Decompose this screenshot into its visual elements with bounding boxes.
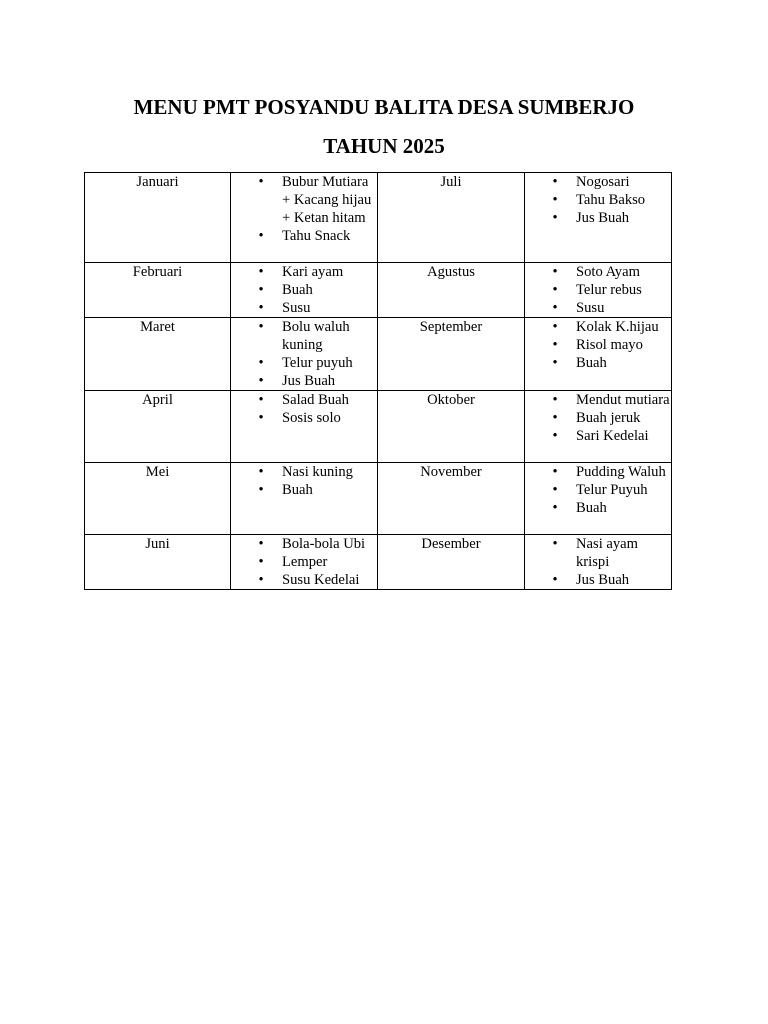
left-menu-cell [231, 535, 378, 590]
month-name: Februari [132, 264, 183, 280]
bullet-icon: • [552, 572, 558, 588]
food-item [525, 499, 671, 517]
food-list [525, 318, 671, 372]
food-item-label: Salad Buah [282, 392, 349, 408]
month-name: Desember [421, 536, 481, 552]
food-item-label: Soto Ayam [576, 264, 640, 280]
bullet-icon: • [552, 355, 558, 371]
bullet-icon: • [552, 174, 558, 190]
food-list [231, 263, 377, 317]
food-item-label: Nasi ayam krispi [576, 536, 639, 570]
food-item [525, 391, 671, 409]
food-item [231, 354, 377, 372]
food-item [231, 535, 377, 553]
food-item-label: Sari Kedelai [576, 428, 649, 444]
bullet-icon: • [552, 464, 558, 480]
month-name: Maret [140, 319, 175, 335]
food-item [231, 281, 377, 299]
bullet-icon: • [258, 228, 264, 244]
food-item [525, 318, 671, 336]
food-list [525, 535, 671, 589]
document-title: MENU PMT POSYANDU BALITA DESA SUMBERJO [133, 95, 635, 119]
bullet-icon: • [552, 410, 558, 426]
food-item [525, 427, 671, 445]
food-item [231, 481, 377, 499]
month-name: Juni [145, 536, 170, 552]
bullet-icon: • [258, 355, 264, 371]
menu-table-body [85, 173, 672, 590]
food-item [231, 463, 377, 481]
bullet-icon: • [552, 192, 558, 208]
left-menu-cell [231, 173, 378, 263]
food-item-label: Susu Kedelai [282, 572, 360, 588]
bullet-icon: • [258, 554, 264, 570]
food-item [231, 299, 377, 317]
food-item [525, 263, 671, 281]
food-item [231, 318, 377, 354]
bullet-icon: • [258, 174, 264, 190]
right-month-cell [378, 263, 525, 318]
left-month-cell [85, 318, 231, 391]
bullet-icon: • [258, 464, 264, 480]
food-item [231, 263, 377, 281]
food-item [525, 336, 671, 354]
food-item [525, 281, 671, 299]
table-row [85, 463, 672, 535]
food-item-label: Pudding Waluh [576, 464, 666, 480]
food-item [525, 299, 671, 317]
food-item-label: Jus Buah [282, 373, 336, 389]
food-item-label: Susu [282, 300, 311, 316]
bullet-icon: • [258, 536, 264, 552]
food-item-label: Telur puyuh [282, 355, 353, 371]
food-list [525, 463, 671, 517]
bullet-icon: • [552, 319, 558, 335]
month-name: September [419, 319, 483, 335]
right-menu-cell [525, 535, 672, 590]
food-item [525, 571, 671, 589]
food-item [525, 409, 671, 427]
food-item-label: Buah [282, 282, 313, 298]
right-menu-cell [525, 173, 672, 263]
left-month-cell [85, 391, 231, 463]
food-item-label: Bubur Mutiara + Kacang hijau + Ketan hitam [282, 174, 372, 226]
bullet-icon: • [552, 482, 558, 498]
food-item-label: Buah [576, 355, 607, 371]
bullet-icon: • [552, 536, 558, 552]
right-menu-cell [525, 263, 672, 318]
food-list [525, 391, 671, 445]
bullet-icon: • [258, 300, 264, 316]
bullet-icon: • [258, 319, 264, 335]
food-item [231, 409, 377, 427]
food-item [525, 463, 671, 481]
right-month-cell [378, 535, 525, 590]
right-month-cell [378, 391, 525, 463]
table-row [85, 173, 672, 263]
bullet-icon: • [552, 392, 558, 408]
food-item-label: Buah jeruk [576, 410, 641, 426]
food-item [231, 571, 377, 589]
table-row [85, 263, 672, 318]
food-item-label: Nasi kuning [282, 464, 353, 480]
food-item-label: Sosis solo [282, 410, 341, 426]
bullet-icon: • [258, 282, 264, 298]
menu-table [84, 172, 672, 590]
food-item-label: Tahu Snack [282, 228, 351, 244]
left-month-cell [85, 173, 231, 263]
table-row [85, 535, 672, 590]
food-item-label: Bolu waluh kuning [282, 319, 350, 353]
month-name: November [420, 464, 482, 480]
food-item [231, 553, 377, 571]
food-item-label: Jus Buah [576, 572, 630, 588]
food-item [231, 391, 377, 409]
food-item-label: Telur rebus [576, 282, 642, 298]
food-item-label: Nogosari [576, 174, 630, 190]
food-item [525, 354, 671, 372]
food-item [525, 535, 671, 571]
food-item-label: Buah [282, 482, 313, 498]
document-subtitle-year: TAHUN 2025 [323, 134, 445, 158]
right-menu-cell [525, 463, 672, 535]
month-name: April [142, 392, 173, 408]
food-item-label: Kolak K.hijau [576, 319, 659, 335]
month-name: Oktober [427, 392, 475, 408]
month-name: Januari [136, 174, 179, 190]
food-item-label: Susu [576, 300, 605, 316]
bullet-icon: • [258, 264, 264, 280]
bullet-icon: • [552, 337, 558, 353]
food-list [231, 391, 377, 427]
month-name: Juli [440, 174, 462, 190]
food-item-label: Telur Puyuh [576, 482, 648, 498]
bullet-icon: • [552, 300, 558, 316]
food-item-label: Mendut mutiara [576, 392, 670, 408]
bullet-icon: • [258, 482, 264, 498]
food-item-label: Bola-bola Ubi [282, 536, 366, 552]
food-list [231, 535, 377, 589]
food-item-label: Kari ayam [282, 264, 344, 280]
food-item-label: Lemper [282, 554, 328, 570]
food-item-label: Jus Buah [576, 210, 630, 226]
right-month-cell [378, 463, 525, 535]
month-name: Agustus [427, 264, 475, 280]
bullet-icon: • [552, 210, 558, 226]
bullet-icon: • [258, 373, 264, 389]
bullet-icon: • [552, 500, 558, 516]
food-item [525, 191, 671, 209]
food-list [231, 463, 377, 499]
left-menu-cell [231, 391, 378, 463]
bullet-icon: • [258, 392, 264, 408]
food-item-label: Risol mayo [576, 337, 643, 353]
food-list [525, 263, 671, 317]
food-item [231, 227, 377, 245]
table-row [85, 318, 672, 391]
food-item-label: Buah [576, 500, 607, 516]
bullet-icon: • [552, 428, 558, 444]
right-month-cell [378, 318, 525, 391]
left-menu-cell [231, 463, 378, 535]
food-item [231, 173, 377, 227]
food-item-label: Tahu Bakso [576, 192, 646, 208]
left-month-cell [85, 535, 231, 590]
bullet-icon: • [552, 264, 558, 280]
food-list [525, 173, 671, 227]
left-month-cell [85, 463, 231, 535]
food-item [525, 481, 671, 499]
left-menu-cell [231, 318, 378, 391]
left-month-cell [85, 263, 231, 318]
food-item [231, 372, 377, 390]
food-list [231, 318, 377, 390]
food-item [525, 173, 671, 191]
right-menu-cell [525, 318, 672, 391]
left-menu-cell [231, 263, 378, 318]
right-menu-cell [525, 391, 672, 463]
bullet-icon: • [258, 572, 264, 588]
bullet-icon: • [258, 410, 264, 426]
table-row [85, 391, 672, 463]
bullet-icon: • [552, 282, 558, 298]
food-list [231, 173, 377, 245]
right-month-cell [378, 173, 525, 263]
month-name: Mei [145, 464, 170, 480]
food-item [525, 209, 671, 227]
